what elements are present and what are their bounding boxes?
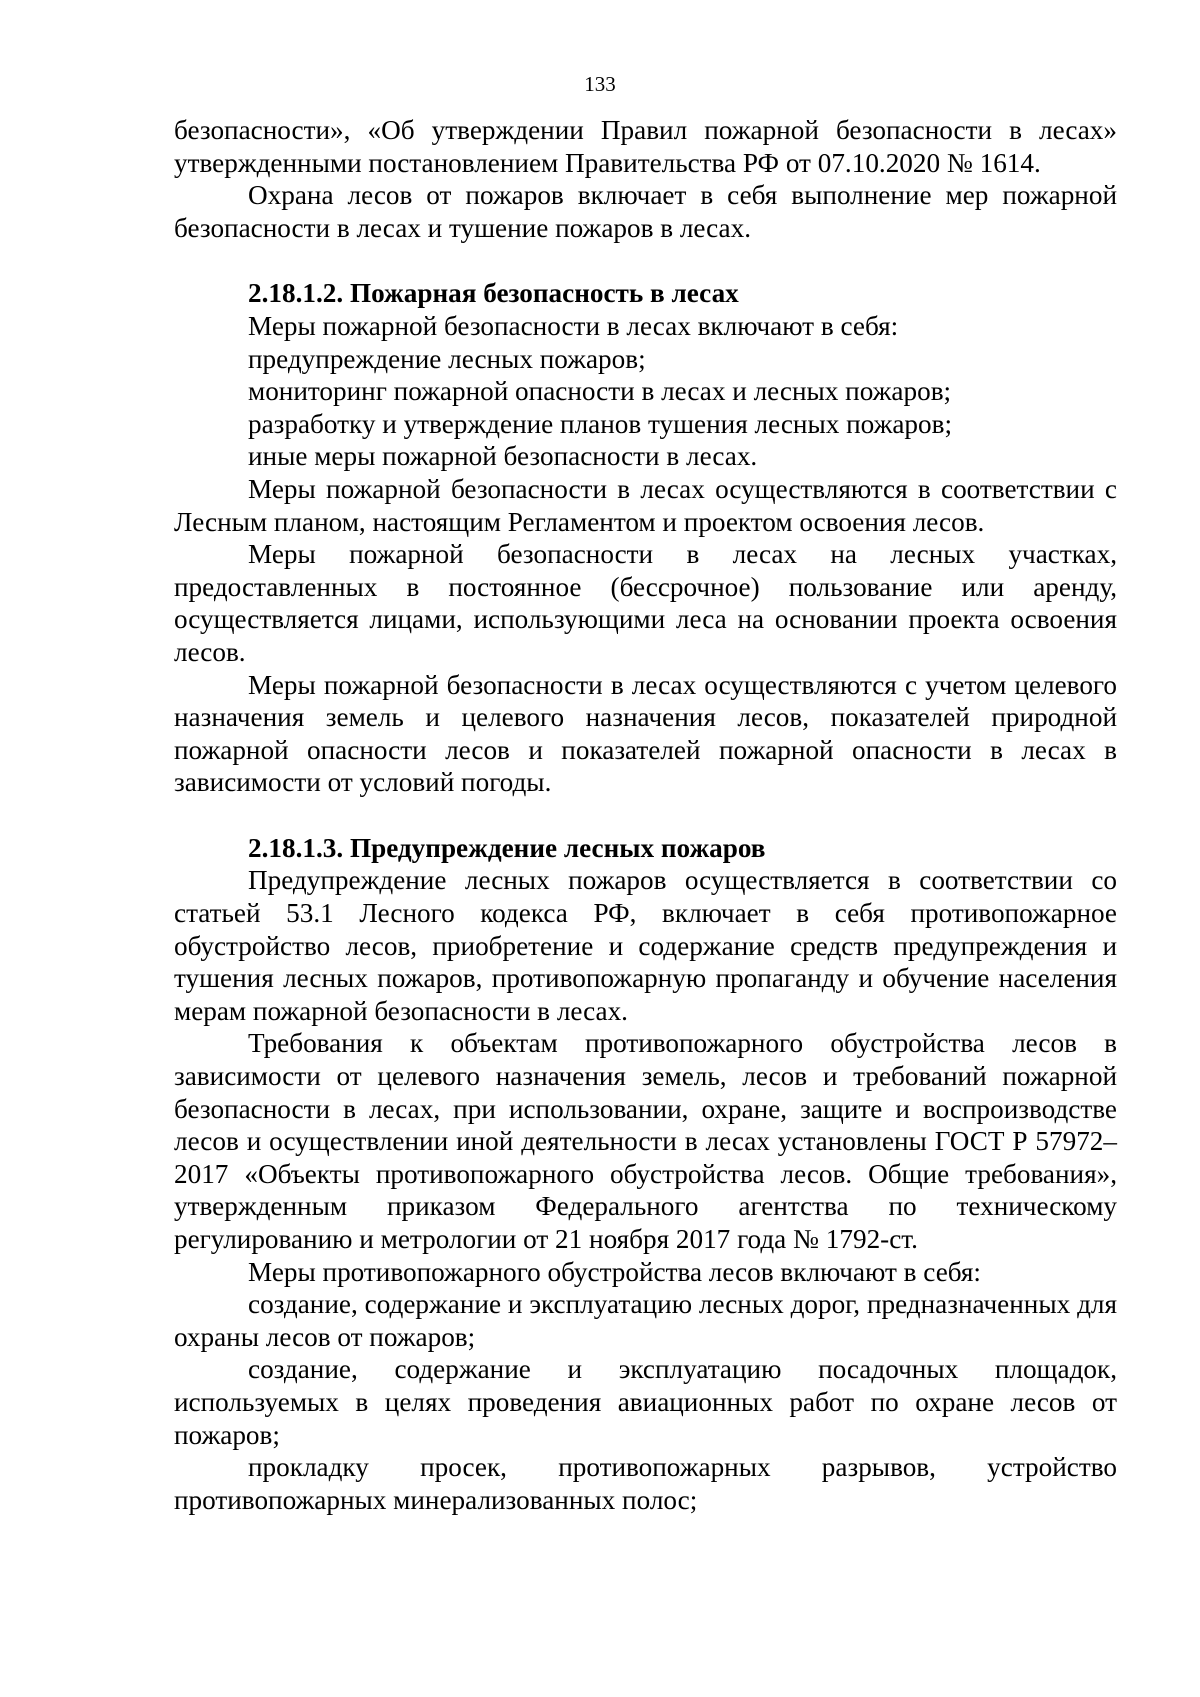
paragraph: Меры пожарной безопасности в лесах осуществляются с учетом целевого назначения земель и целевого назначения лесов, показателей природной пожарной опасности лесов и показателей пожарной опасности в лесах в зависимости от условий погоды. [174, 669, 1117, 798]
list-item: мониторинг пожарной опасности в лесах и лесных пожаров; [248, 376, 952, 407]
paragraph: прокладку просек, противопожарных разрывов, устройство противопожарных минерализованных полос; [174, 1452, 1117, 1515]
section-heading-fire-safety: 2.18.1.2. Пожарная безопасность в лесах [248, 278, 739, 309]
section-heading-fire-prevention: 2.18.1.3. Предупреждение лесных пожаров [248, 832, 766, 863]
paragraph: Предупреждение лесных пожаров осуществляется в соответствии со статьей 53.1 Лесного кодекса РФ, включает в себя противопожарное обустройство лесов, приобретение и содержание средств предупреждения и тушения лесных пожаров, противопожарную пропаганду и обучение населения мерам пожарной безопасности в лесах. [174, 865, 1117, 1026]
paragraph: создание, содержание и эксплуатацию лесных дорог, предназначенных для охраны лесов от пожаров; [174, 1289, 1117, 1352]
list-intro: Меры пожарной безопасности в лесах включают в себя: [248, 310, 899, 341]
paragraph: Меры пожарной безопасности в лесах осуществляются в соответствии с Лесным планом, настоящим Регламентом и проектом освоения лесов. [174, 473, 1117, 537]
list-item: иные меры пожарной безопасности в лесах. [248, 441, 758, 472]
paragraph-continuation: безопасности», «Об утверждении Правил пожарной безопасности в лесах» утвержденными постановлением Правительства РФ от 07.10.2020 № 1614. [174, 115, 1117, 178]
paragraph: Меры противопожарного обустройства лесов включают в себя: [248, 1256, 981, 1287]
list-item: предупреждение лесных пожаров; [248, 343, 646, 374]
paragraph-forest-protection: Охрана лесов от пожаров включает в себя выполнение мер пожарной безопасности в лесах и тушение пожаров в лесах. [174, 180, 1117, 243]
paragraph: Меры пожарной безопасности в лесах на лесных участках, предоставленных в постоянное (бессрочное) пользование или аренду, осуществляется лицами, использующими леса на основании проекта освоения лесов. [174, 539, 1117, 667]
document-body [174, 114, 1117, 1516]
page-number: 133 [584, 72, 616, 96]
paragraph: создание, содержание и эксплуатацию посадочных площадок, используемых в целях проведения авиационных работ по охране лесов от пожаров; [174, 1354, 1117, 1450]
list-item: разработку и утверждение планов тушения лесных пожаров; [248, 408, 952, 439]
paragraph: Требования к объектам противопожарного обустройства лесов в зависимости от целевого назначения земель, лесов и требований пожарной безопасности в лесах, при использовании, охране, защите и воспроизводстве лесов и осуществлении иной деятельности в лесах установлены ГОСТ Р 57972–2017 «Объекты противопожарного обустройства лесов. Общие требования», утвержденным приказом Федерального агентства по техническому регулированию и метрологии от 21 ноября 2017 года № 1792-ст. [174, 1028, 1117, 1254]
